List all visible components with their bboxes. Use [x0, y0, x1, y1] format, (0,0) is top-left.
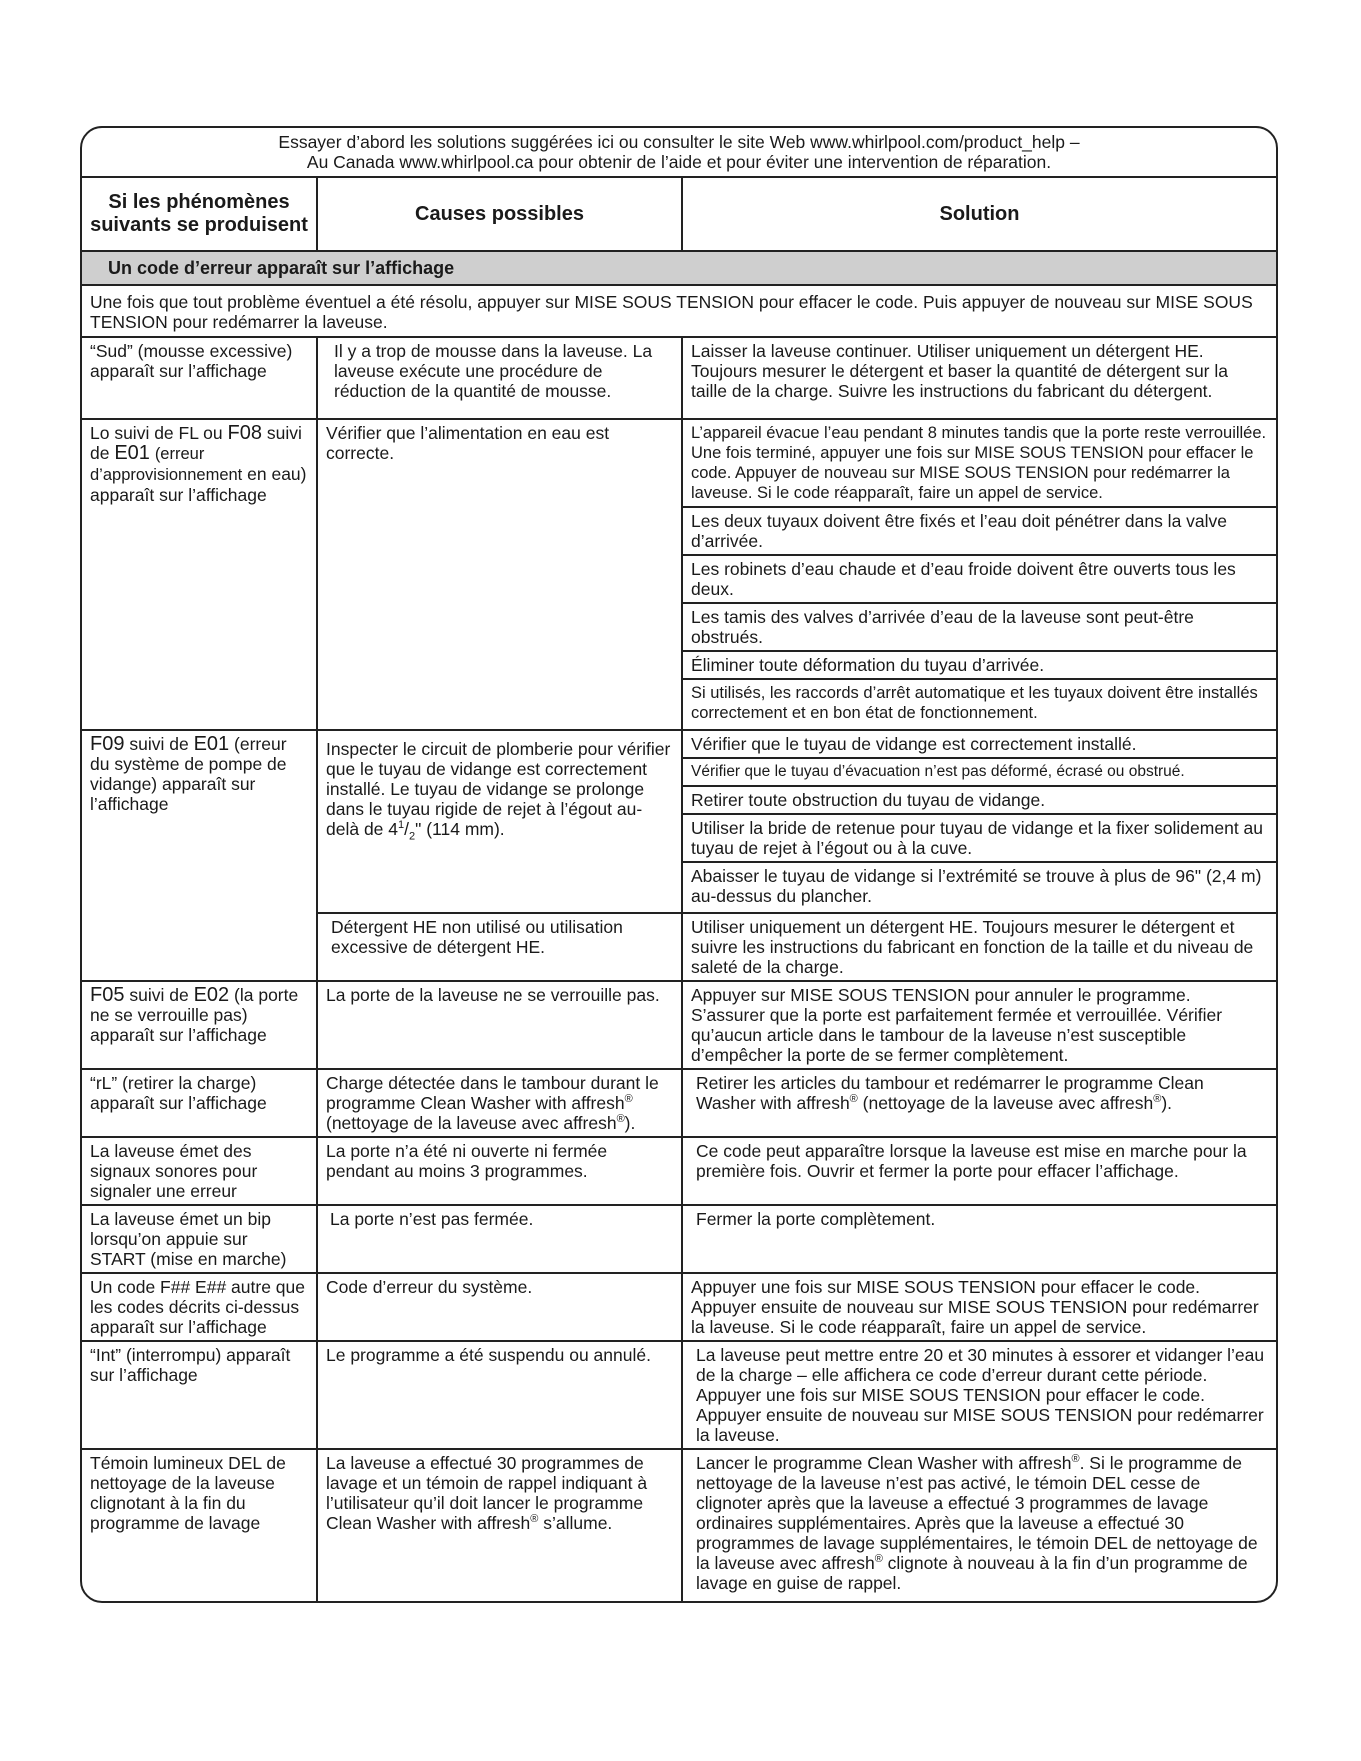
cause-sud: Il y a trop de mousse dans la laveuse. La laveuse exécute une procédure de réduction de la quantité de mousse.: [317, 337, 682, 419]
solution-item: L’appareil évacue l’eau pendant 8 minutes tandis que la porte reste verrouillée. Une fois terminé, appuyer une fois sur MISE SOUS TENSION pour effacer le code. Appuyer de nouveau sur MISE SOUS TENSION pour redémarrer la laveuse. Si le code réapparaît, faire un appel de service.: [691, 424, 1267, 502]
solution-item: Si utilisés, les raccords d’arrêt automatique et les tuyaux doivent être installés correctement et en bon état de fonctionnement.: [683, 678, 1276, 726]
cause-int: Le programme a été suspendu ou annulé.: [317, 1341, 682, 1449]
table-row: [82, 1205, 1276, 1273]
table-row: [82, 337, 1276, 419]
symptom-f09: F09 suivi de E01 (erreur du système de pompe de vidange) apparaît sur l’affichage: [82, 730, 317, 981]
header-solution: Solution: [682, 178, 1276, 251]
solution-int: La laveuse peut mettre entre 20 et 30 minutes à essorer et vidanger l’eau de la charge – elle affichera ce code d’erreur durant cette période. Appuyer une fois sur MISE SOUS TENSION pour effacer le code. Appuyer ensuite de nouveau sur MISE SOUS TENSION pour redémarrer la laveuse.: [682, 1341, 1276, 1449]
cause-f08: Vérifier que l’alimentation en eau est correcte.: [317, 419, 682, 730]
solution-beeps: Ce code peut apparaître lorsque la laveuse est mise en marche pour la première fois. Ouvrir et fermer la porte pour effacer l’affichage.: [682, 1137, 1276, 1205]
intro-line-1: Essayer d’abord les solutions suggérées ici ou consulter le site Web www.whirlpool.com/product_help –: [278, 132, 1080, 152]
intro-line-2: Au Canada www.whirlpool.ca pour obtenir de l’aide et pour éviter une intervention de réparation.: [306, 152, 1052, 172]
solution-item: Les deux tuyaux doivent être fixés et l’eau doit pénétrer dans la valve d’arrivée.: [683, 506, 1276, 554]
table-row: [82, 1137, 1276, 1205]
solution-item: Retirer toute obstruction du tuyau de vidange.: [683, 785, 1276, 813]
section-title: Un code d’erreur apparaît sur l’affichage: [82, 251, 1276, 285]
solution-f09-detergent: Utiliser uniquement un détergent HE. Toujours mesurer le détergent et suivre les instructions du fabricant en fonction de la taille et du niveau de saleté de la charge.: [682, 913, 1276, 981]
cause-led: La laveuse a effectué 30 programmes de lavage et un témoin de rappel indiquant à l’utilisateur qu’il doit lancer le programme Clean Washer with affresh® s’allume.: [317, 1449, 682, 1601]
section-note: Une fois que tout problème éventuel a été résolu, appuyer sur MISE SOUS TENSION pour effacer le code. Puis appuyer de nouveau sur MISE SOUS TENSION pour redémarrer la laveuse.: [90, 292, 1253, 332]
table-row: [82, 1069, 1276, 1137]
solutions-f08: [682, 419, 1276, 730]
section-note-row: [82, 285, 1276, 337]
symptom-bip: La laveuse émet un bip lorsqu’on appuie sur START (mise en marche): [82, 1205, 317, 1273]
solution-bip: Fermer la porte complètement.: [682, 1205, 1276, 1273]
symptom-f05: F05 suivi de E02 (la porte ne se verrouille pas) apparaît sur l’affichage: [82, 981, 317, 1069]
cause-rl: Charge détectée dans le tambour durant le programme Clean Washer with affresh® (nettoyage de la laveuse avec affresh®).: [317, 1069, 682, 1137]
symptom-led: Témoin lumineux DEL de nettoyage de la laveuse clignotant à la fin du programme de lavage: [82, 1449, 317, 1601]
table-row: [82, 419, 1276, 730]
table-row: [82, 1341, 1276, 1449]
cause-fxx: Code d’erreur du système.: [317, 1273, 682, 1341]
cause-beeps: La porte n’a été ni ouverte ni fermée pendant au moins 3 programmes.: [317, 1137, 682, 1205]
header-symptoms: Si les phénomènes suivants se produisent: [82, 178, 317, 251]
table-row: [82, 1273, 1276, 1341]
solution-item: Éliminer toute déformation du tuyau d’arrivée.: [683, 650, 1276, 678]
header-causes: Causes possibles: [317, 178, 682, 251]
solution-f05: Appuyer sur MISE SOUS TENSION pour annuler le programme. S’assurer que la porte est parfaitement fermée et verrouillée. Vérifier qu’aucun article dans le tambour de la laveuse n’est susceptible d’empêcher la porte de se fermer complètement.: [682, 981, 1276, 1069]
solution-rl: Retirer les articles du tambour et redémarrer le programme Clean Washer with affresh® (nettoyage de la laveuse avec affresh®).: [682, 1069, 1276, 1137]
solutions-f09-plumbing: [682, 730, 1276, 913]
solution-item: Utiliser la bride de retenue pour tuyau de vidange et la fixer solidement au tuyau de rejet à l’égout ou à la cuve.: [683, 813, 1276, 861]
solution-led: Lancer le programme Clean Washer with affresh®. Si le programme de nettoyage de la laveuse n’est pas activé, le témoin DEL cesse de clignoter après que la laveuse a effectué 3 programmes de lavage ordinaires supplémentaires. Après que la laveuse a effectué 30 programmes de lavage supplémentaires, le témoin DEL de nettoyage de la laveuse avec affresh® clignote à nouveau à la fin d’un programme de lavage en guise de rappel.: [682, 1449, 1276, 1601]
table-row: [82, 981, 1276, 1069]
solution-item: Abaisser le tuyau de vidange si l’extrémité se trouve à plus de 96" (2,4 m) au-dessus du plancher.: [683, 861, 1276, 909]
symptom-f08: Lo suivi de FL ou F08 suivi de E01 (erreur d’approvisionnement en eau) apparaît sur l’affichage: [82, 419, 317, 730]
solution-item: Vérifier que le tuyau de vidange est correctement installé.: [691, 734, 1137, 754]
troubleshooting-table-frame: [80, 126, 1278, 1603]
solution-item: Les tamis des valves d’arrivée d’eau de la laveuse sont peut-être obstrués.: [683, 602, 1276, 650]
cause-f09-plumbing: Inspecter le circuit de plomberie pour vérifier que le tuyau de vidange est correctement installé. Le tuyau de vidange se prolonge dans le tuyau rigide de rejet à l’égout au-delà de $4^1/_2$" (114 mm).: [317, 730, 682, 913]
symptom-sud: “Sud” (mousse excessive) apparaît sur l’affichage: [82, 337, 317, 419]
symptom-int: “Int” (interrompu) apparaît sur l’affichage: [82, 1341, 317, 1449]
troubleshooting-page: [80, 126, 1278, 1603]
solution-fxx: Appuyer une fois sur MISE SOUS TENSION pour effacer le code. Appuyer ensuite de nouveau sur MISE SOUS TENSION pour redémarrer la laveuse. Si le code réapparaît, faire un appel de service.: [682, 1273, 1276, 1341]
intro-text: [82, 128, 1276, 178]
symptom-rl: “rL” (retirer la charge) apparaît sur l’affichage: [82, 1069, 317, 1137]
troubleshooting-table: [82, 178, 1276, 1601]
symptom-fxx: Un code F## E## autre que les codes décrits ci-dessus apparaît sur l’affichage: [82, 1273, 317, 1341]
header-row: [82, 178, 1276, 251]
table-row: [82, 1449, 1276, 1601]
section-header-row: [82, 251, 1276, 285]
symptom-beeps: La laveuse émet des signaux sonores pour signaler une erreur: [82, 1137, 317, 1205]
solution-item: Les robinets d’eau chaude et d’eau froide doivent être ouverts tous les deux.: [683, 554, 1276, 602]
solution-item: Vérifier que le tuyau d’évacuation n’est pas déformé, écrasé ou obstrué.: [683, 757, 1276, 785]
cause-bip: La porte n’est pas fermée.: [317, 1205, 682, 1273]
table-row: [82, 730, 1276, 913]
cause-f05: La porte de la laveuse ne se verrouille pas.: [317, 981, 682, 1069]
cause-f09-detergent: Détergent HE non utilisé ou utilisation excessive de détergent HE.: [317, 913, 682, 981]
solution-sud: Laisser la laveuse continuer. Utiliser uniquement un détergent HE. Toujours mesurer le détergent et baser la quantité de détergent sur la taille de la charge. Suivre les instructions du fabricant du détergent.: [682, 337, 1276, 419]
